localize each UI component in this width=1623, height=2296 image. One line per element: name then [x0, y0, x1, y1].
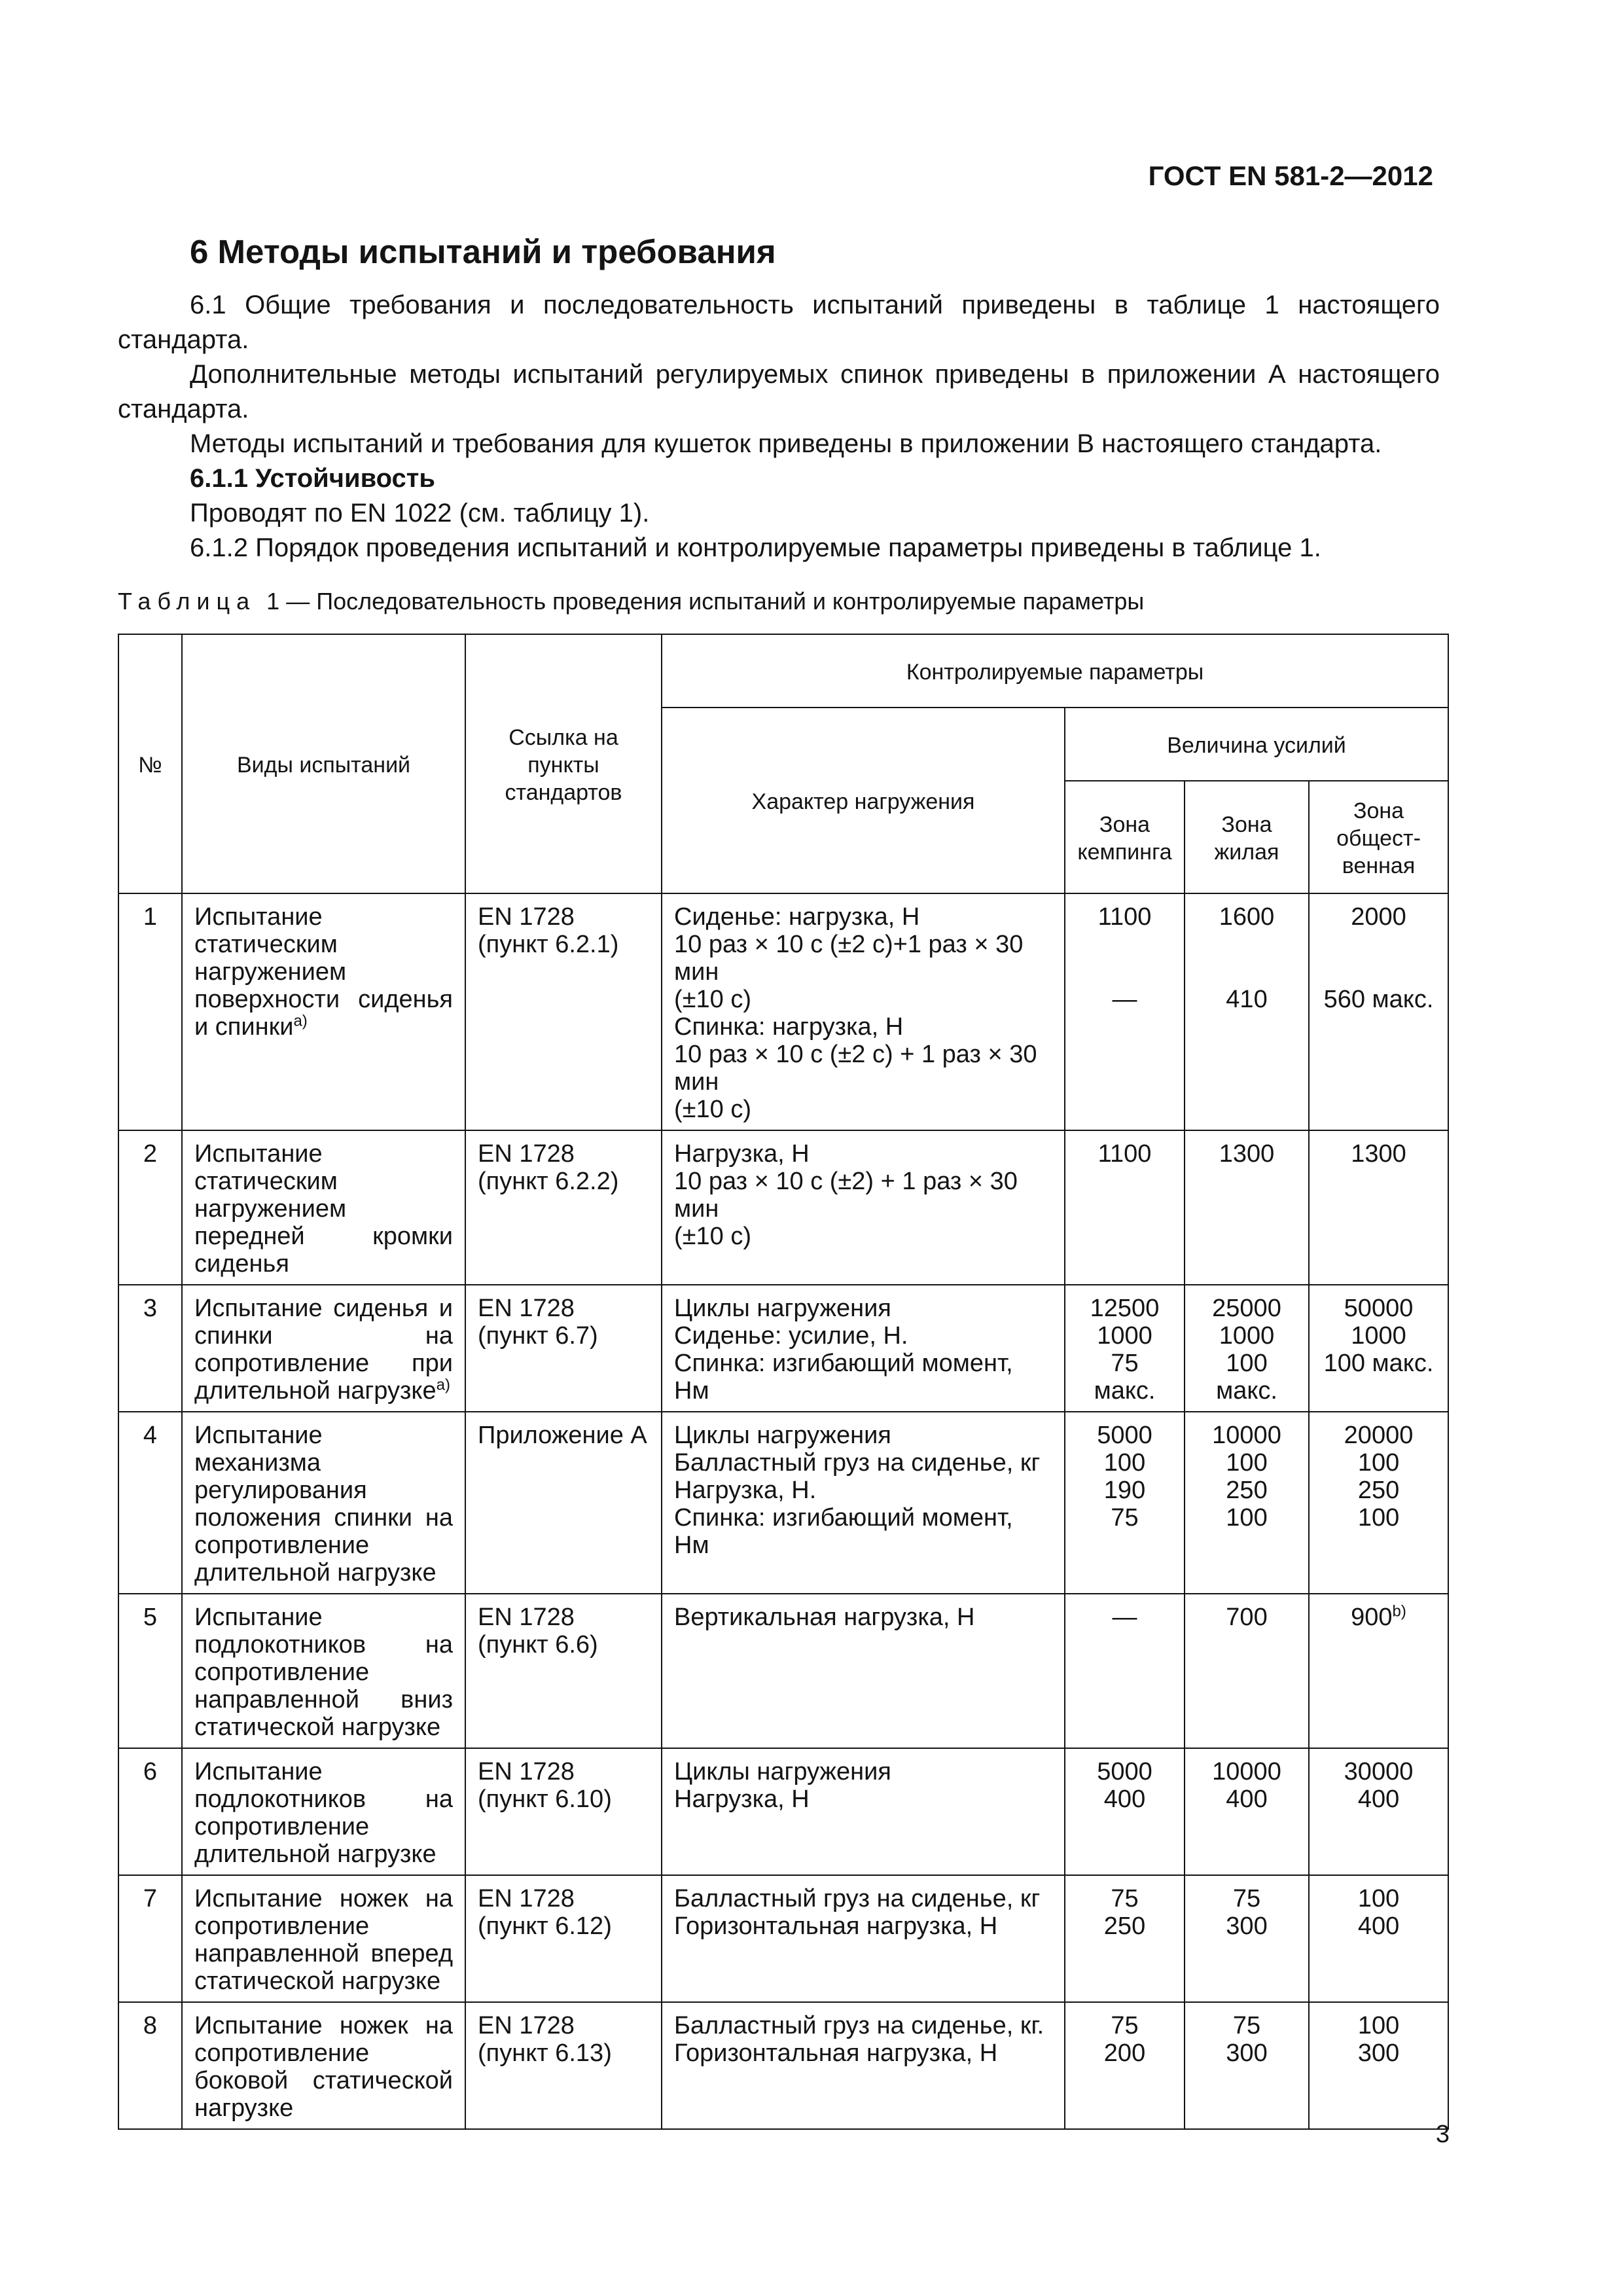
force-value: 410: [1226, 986, 1268, 1013]
force-value: 75: [1111, 1885, 1139, 1912]
zone-residential-cell: [1185, 1412, 1309, 1594]
loading-line: Циклы нагружения: [674, 1295, 891, 1322]
force-value: 100: [1357, 1885, 1400, 1912]
reference-line: (пункт 6.6): [478, 1631, 598, 1659]
reference-line: (пункт 6.10): [478, 1785, 612, 1813]
header-zone-public: Зона общест-венная: [1309, 781, 1448, 893]
footnote-mark: b): [1392, 1602, 1406, 1621]
force-value: [1197, 958, 1296, 986]
row-number: 1: [118, 893, 182, 1130]
reference-line: EN 1728: [478, 1295, 575, 1322]
paragraph: 6.1.2 Порядок проведения испытаний и контролируемые параметры приведены в таблице 1.: [190, 533, 1321, 562]
loading-cell: [662, 1285, 1065, 1412]
loading-line: 10 раз × 10 с (±2) + 1 раз × 30 мин: [674, 1168, 1018, 1223]
loading-line: Балластный груз на сиденье, кг.: [674, 2012, 1044, 2039]
loading-line: Нагрузка, Н: [674, 1140, 810, 1168]
reference-line: (пункт 6.2.2): [478, 1168, 619, 1195]
zone-camping-cell: [1065, 1748, 1185, 1875]
body-text: [118, 288, 1440, 565]
loading-cell: [662, 2002, 1065, 2129]
force-value: 250: [1103, 1912, 1146, 1940]
row-number: 6: [118, 1748, 182, 1875]
table-caption-text: 1 — Последовательность проведения испытаний и контролируемые параметры: [266, 588, 1145, 615]
row-number: 8: [118, 2002, 182, 2129]
zone-public-cell: [1309, 1285, 1448, 1412]
loading-line: Циклы нагружения: [674, 1422, 891, 1449]
force-value: 12500: [1090, 1295, 1160, 1322]
reference-line: EN 1728: [478, 1140, 575, 1168]
force-value: 10000: [1212, 1758, 1281, 1785]
zone-public-cell: [1309, 2002, 1448, 2129]
test-name-cell: [182, 1594, 465, 1748]
table-row: [118, 1748, 1448, 1875]
loading-line: 10 раз × 10 с (±2 с) + 1 раз × 30 мин: [674, 1041, 1037, 1096]
header-reference: Ссылка на пункты стандартов: [465, 634, 662, 893]
force-value: 1600: [1219, 903, 1275, 931]
force-value: 200: [1103, 2039, 1146, 2067]
zone-camping-cell: [1065, 1130, 1185, 1285]
paragraph: Дополнительные методы испытаний регулируемых спинок приведены в приложении А настоящего стандарта.: [118, 360, 1440, 423]
reference-line: EN 1728: [478, 2012, 575, 2039]
force-value: [1321, 958, 1436, 986]
force-value: 100: [1357, 2012, 1400, 2039]
test-name: Испытание статическим нагружением поверхности сиденья и спинки: [194, 903, 453, 1041]
force-value: 300: [1357, 2039, 1400, 2067]
reference-cell: [465, 1594, 662, 1748]
row-number: 4: [118, 1412, 182, 1594]
zone-camping-cell: [1065, 893, 1185, 1130]
row-number: 3: [118, 1285, 182, 1412]
reference-cell: [465, 2002, 662, 2129]
loading-line: (±10 с): [674, 1223, 751, 1250]
force-value: 20000: [1344, 1422, 1414, 1449]
force-value: 300: [1226, 2039, 1268, 2067]
force-value: 300: [1226, 1912, 1268, 1940]
force-value: 75: [1232, 2012, 1261, 2039]
table-caption-label: Таблица: [118, 588, 257, 615]
zone-camping-cell: [1065, 1412, 1185, 1594]
test-name: Испытание подлокотников на сопротивление направленной вниз статической нагрузке: [194, 1604, 453, 1741]
table-row: [118, 1875, 1448, 2002]
reference-line: (пункт 6.13): [478, 2039, 612, 2067]
tests-table: [118, 634, 1449, 2130]
force-value: 190: [1103, 1477, 1146, 1504]
zone-residential-cell: [1185, 1875, 1309, 2002]
page-number: 3: [1435, 2121, 1450, 2148]
loading-line: (±10 с): [674, 986, 751, 1013]
reference-cell: [465, 1130, 662, 1285]
reference-line: EN 1728: [478, 1604, 575, 1631]
force-value: 75: [1232, 1885, 1261, 1912]
zone-camping-cell: [1065, 2002, 1185, 2129]
force-value: 100: [1103, 1449, 1146, 1477]
loading-cell: [662, 1130, 1065, 1285]
force-value: 100: [1226, 1449, 1268, 1477]
footnote-mark: а): [293, 1012, 308, 1030]
force-value: 5000: [1097, 1422, 1152, 1449]
loading-line: Сиденье: нагрузка, Н: [674, 903, 920, 931]
header-test-type: Виды испытаний: [182, 634, 465, 893]
document-code: ГОСТ EN 581-2—2012: [1148, 160, 1433, 191]
table-row: [118, 1594, 1448, 1748]
force-value: 400: [1357, 1785, 1400, 1813]
force-value: 400: [1357, 1912, 1400, 1940]
loading-line: Горизонтальная нагрузка, Н: [674, 2039, 998, 2067]
zone-public-cell: [1309, 1594, 1448, 1748]
force-value: 75 макс.: [1094, 1350, 1156, 1405]
loading-line: Нагрузка, Н: [674, 1785, 810, 1813]
loading-line: Вертикальная нагрузка, Н: [674, 1604, 975, 1631]
zone-residential-cell: [1185, 1130, 1309, 1285]
reference-cell: [465, 1748, 662, 1875]
force-value: 2000: [1351, 903, 1406, 931]
force-value: [1321, 931, 1436, 958]
zone-residential-cell: [1185, 1594, 1309, 1748]
loading-line: 10 раз × 10 с (±2 с)+1 раз × 30 мин: [674, 931, 1024, 986]
loading-cell: [662, 1412, 1065, 1594]
force-value: 1300: [1219, 1140, 1275, 1168]
zone-residential-cell: [1185, 1748, 1309, 1875]
force-value: 1000: [1219, 1322, 1275, 1350]
reference-line: (пункт 6.12): [478, 1912, 612, 1940]
force-value: 1000: [1097, 1322, 1152, 1350]
reference-cell: [465, 1875, 662, 2002]
force-value: 100: [1226, 1504, 1268, 1532]
test-name: Испытание статическим нагружением передней кромки сиденья: [194, 1140, 453, 1278]
header-num: №: [118, 634, 182, 893]
header-zone-camping: Зона кемпинга: [1065, 781, 1185, 893]
force-value: 10000: [1212, 1422, 1281, 1449]
force-value: [1077, 931, 1172, 958]
force-value: 900: [1351, 1604, 1393, 1631]
table-caption: [118, 588, 1144, 615]
reference-line: (пункт 6.7): [478, 1322, 598, 1350]
force-value: 250: [1357, 1477, 1400, 1504]
test-name: Испытание подлокотников на сопротивление длительной нагрузке: [194, 1758, 453, 1868]
footnote-mark: а): [436, 1376, 450, 1394]
loading-cell: [662, 1748, 1065, 1875]
loading-line: Циклы нагружения: [674, 1758, 891, 1785]
reference-cell: [465, 1412, 662, 1594]
section-heading: 6 Методы испытаний и требования: [190, 233, 776, 270]
loading-line: Нагрузка, Н.: [674, 1477, 817, 1504]
test-name-cell: [182, 1130, 465, 1285]
force-value: 75: [1111, 1504, 1139, 1532]
force-value: 400: [1103, 1785, 1146, 1813]
row-number: 2: [118, 1130, 182, 1285]
loading-line: Балластный груз на сиденье, кг: [674, 1885, 1041, 1912]
zone-public-cell: [1309, 1748, 1448, 1875]
force-value: 75: [1111, 2012, 1139, 2039]
header-zone-residential: Зона жилая: [1185, 781, 1309, 893]
test-name-cell: [182, 1748, 465, 1875]
test-name-cell: [182, 2002, 465, 2129]
force-value: 25000: [1212, 1295, 1281, 1322]
reference-line: EN 1728: [478, 903, 575, 931]
loading-cell: [662, 1594, 1065, 1748]
reference-line: EN 1728: [478, 1885, 575, 1912]
test-name: Испытание механизма регулирования положения спинки на сопротивление длительной нагрузке: [194, 1422, 453, 1587]
row-number: 7: [118, 1875, 182, 2002]
test-name: Испытание сиденья и спинки на сопротивление при длительной нагрузке: [194, 1295, 453, 1405]
zone-camping-cell: [1065, 1594, 1185, 1748]
table-body: [118, 893, 1448, 2129]
loading-line: Балластный груз на сиденье, кг: [674, 1449, 1041, 1477]
reference-line: EN 1728: [478, 1758, 575, 1785]
force-value: [1077, 958, 1172, 986]
force-value: 5000: [1097, 1758, 1152, 1785]
loading-line: Горизонтальная нагрузка, Н: [674, 1912, 998, 1940]
zone-residential-cell: [1185, 2002, 1309, 2129]
force-value: 1300: [1351, 1140, 1406, 1168]
force-value: 100 макс.: [1323, 1350, 1434, 1377]
loading-cell: [662, 1875, 1065, 2002]
zone-public-cell: [1309, 893, 1448, 1130]
reference-cell: [465, 1285, 662, 1412]
force-value: [1197, 931, 1296, 958]
zone-camping-cell: [1065, 1285, 1185, 1412]
table-row: [118, 1412, 1448, 1594]
table-row: [118, 2002, 1448, 2129]
test-name-cell: [182, 893, 465, 1130]
zone-public-cell: [1309, 1130, 1448, 1285]
zone-residential-cell: [1185, 1285, 1309, 1412]
test-name-cell: [182, 1412, 465, 1594]
paragraph: Проводят по EN 1022 (см. таблицу 1).: [190, 499, 650, 528]
header-force-values: Величина усилий: [1065, 708, 1448, 781]
loading-line: Спинка: изгибающий момент, Нм: [674, 1350, 1013, 1405]
force-value: —: [1112, 986, 1137, 1013]
reference-line: (пункт 6.2.1): [478, 931, 619, 958]
zone-camping-cell: [1065, 1875, 1185, 2002]
loading-line: Спинка: изгибающий момент, Нм: [674, 1504, 1013, 1559]
force-value: 700: [1226, 1604, 1268, 1631]
force-value: 1000: [1351, 1322, 1406, 1350]
force-value: 100: [1357, 1504, 1400, 1532]
test-name: Испытание ножек на сопротивление направленной вперед статической нагрузке: [194, 1885, 453, 1995]
paragraph: 6.1 Общие требования и последовательность испытаний приведены в таблице 1 настоящего стандарта.: [118, 291, 1440, 354]
force-value: 1100: [1097, 903, 1152, 931]
reference-cell: [465, 893, 662, 1130]
test-name: Испытание ножек на сопротивление боковой статической нагрузке: [194, 2012, 453, 2122]
loading-line: (±10 с): [674, 1096, 751, 1123]
force-value: 560 макс.: [1323, 986, 1434, 1013]
force-value: 100: [1357, 1449, 1400, 1477]
table-row: [118, 1130, 1448, 1285]
force-value: 30000: [1344, 1758, 1414, 1785]
test-name-cell: [182, 1875, 465, 2002]
force-value: 100 макс.: [1216, 1350, 1277, 1405]
test-name-cell: [182, 1285, 465, 1412]
loading-line: Спинка: нагрузка, Н: [674, 1013, 904, 1041]
row-number: 5: [118, 1594, 182, 1748]
force-value: 50000: [1344, 1295, 1414, 1322]
force-value: 250: [1226, 1477, 1268, 1504]
force-value: —: [1112, 1604, 1137, 1631]
force-value: 400: [1226, 1785, 1268, 1813]
zone-public-cell: [1309, 1875, 1448, 2002]
table-row: [118, 893, 1448, 1130]
table-row: [118, 1285, 1448, 1412]
loading-line: Сиденье: усилие, Н.: [674, 1322, 908, 1350]
force-value: 1100: [1097, 1140, 1152, 1168]
subsection-heading: 6.1.1 Устойчивость: [190, 464, 435, 493]
loading-cell: [662, 893, 1065, 1130]
paragraph: Методы испытаний и требования для кушеток приведены в приложении В настоящего стандарта.: [190, 429, 1382, 458]
header-controlled-params: Контролируемые параметры: [662, 634, 1448, 708]
reference-line: Приложение А: [478, 1422, 647, 1449]
zone-public-cell: [1309, 1412, 1448, 1594]
zone-residential-cell: [1185, 893, 1309, 1130]
header-loading: Характер нагружения: [662, 708, 1065, 893]
